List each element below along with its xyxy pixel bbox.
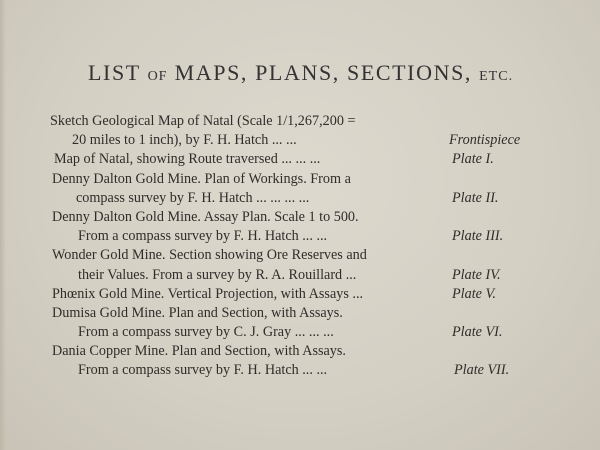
page-title [88, 60, 548, 86]
list-item-line: From a compass survey by F. H. Hatch ... ... Plate VII. [50, 361, 520, 380]
plate-reference: Plate VI. [452, 324, 503, 341]
plate-reference: Plate IV. [452, 266, 501, 283]
plate-reference: Plate V. [452, 285, 496, 302]
title-words-main: MAPS, PLANS, SECTIONS, [174, 60, 473, 85]
list-item-line: Denny Dalton Gold Mine. Plan of Workings. From a [52, 170, 351, 187]
list-item-line: 20 miles to 1 inch), by F. H. Hatch ... ... Frontispiece [50, 131, 520, 150]
title-word-list: LIST [88, 60, 141, 85]
title-word-of: OF [147, 69, 168, 84]
list-item-line: Map of Natal, showing Route traversed ... ... ... Plate I. [50, 150, 520, 169]
list-item-line: Dania Copper Mine. Plan and Section, with Assays. [52, 343, 346, 360]
maps-list [50, 112, 520, 381]
list-item-line: Wonder Gold Mine. Section showing Ore Reserves and [52, 247, 367, 264]
page-shadow [0, 0, 6, 450]
list-item-line: From a compass survey by C. J. Gray ... ... ... Plate VI. [50, 323, 520, 342]
title-word-etc: ETC. [479, 69, 514, 84]
list-item-line: Phœnix Gold Mine. Vertical Projection, with Assays ... Plate V. [50, 285, 520, 304]
list-item-line: compass survey by F. H. Hatch ... ... ... ... Plate II. [50, 189, 520, 208]
plate-reference: Frontispiece [449, 132, 521, 149]
list-item-line: Denny Dalton Gold Mine. Assay Plan. Scale 1 to 500. [52, 208, 359, 225]
plate-reference: Plate III. [452, 228, 504, 245]
list-item-line: Sketch Geological Map of Natal (Scale 1/1,267,200 = [50, 113, 356, 129]
list-item-line: their Values. From a survey by R. A. Rouillard ... Plate IV. [50, 266, 520, 285]
list-item-line: From a compass survey by F. H. Hatch ... ... Plate III. [50, 227, 520, 246]
plate-reference: Plate I. [452, 151, 494, 168]
plate-reference: Plate VII. [454, 362, 510, 379]
plate-reference: Plate II. [452, 189, 499, 206]
list-item-line: Dumisa Gold Mine. Plan and Section, with Assays. [52, 304, 343, 321]
